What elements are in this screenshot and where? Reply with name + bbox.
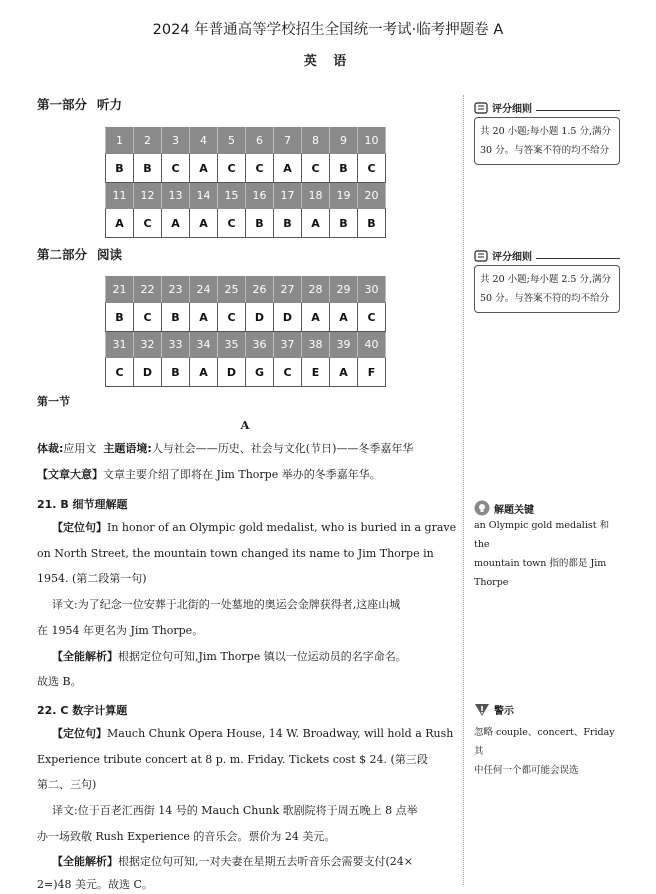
answer-cell: C bbox=[218, 209, 246, 238]
warning-icon bbox=[474, 703, 490, 717]
q22-translation-line: 译文:位于百老汇西街 14 号的 Mauch Chunk 歌剧院将于周五晚上 8 点举 bbox=[52, 804, 418, 817]
q21-heading: 21. B 细节理解题 bbox=[37, 498, 128, 511]
q21-locate-line: 【定位句】In honor of an Olympic gold medalist, who is buried in a grave bbox=[52, 521, 457, 534]
q22-locate-line: Experience tribute concert at 8 p. m. Friday. Tickets cost $ 24. (第三段 bbox=[37, 753, 428, 766]
answer-cell: A bbox=[106, 209, 134, 238]
question-number: 1 bbox=[106, 128, 134, 154]
answer-cell: C bbox=[162, 154, 190, 183]
question-number: 38 bbox=[302, 332, 330, 358]
question-number: 27 bbox=[274, 277, 302, 303]
key-note-box: 解题关键 an Olympic gold medalist 和 the mountain town 指的都是 Jim Thorpe bbox=[474, 500, 620, 592]
question-number: 26 bbox=[246, 277, 274, 303]
answer-cell: C bbox=[218, 303, 246, 332]
question-number: 30 bbox=[358, 277, 386, 303]
answer-row bbox=[106, 154, 386, 183]
part1-answer-table bbox=[105, 127, 386, 238]
answer-cell: B bbox=[106, 154, 134, 183]
scoring-box-part1: 评分细则 共 20 小题;每小题 1.5 分,满分 30 分。与答案不符的均不给分 bbox=[474, 100, 620, 165]
question-number: 20 bbox=[358, 183, 386, 209]
q22-translation-line: 办一场致敬 Rush Experience 的音乐会。票价为 24 美元。 bbox=[37, 830, 336, 843]
answer-cell: C bbox=[246, 154, 274, 183]
answer-row bbox=[106, 358, 386, 387]
answer-cell: B bbox=[330, 209, 358, 238]
question-number: 10 bbox=[358, 128, 386, 154]
answer-cell: A bbox=[190, 154, 218, 183]
answer-row bbox=[106, 209, 386, 238]
answer-cell: C bbox=[302, 154, 330, 183]
question-number: 21 bbox=[106, 277, 134, 303]
subject-title: 英 语 bbox=[303, 54, 353, 69]
answer-cell: B bbox=[358, 209, 386, 238]
question-number: 7 bbox=[274, 128, 302, 154]
answer-row bbox=[106, 303, 386, 332]
answer-cell: C bbox=[358, 303, 386, 332]
question-number: 18 bbox=[302, 183, 330, 209]
part2-heading: 第二部分 阅读 bbox=[37, 247, 123, 262]
answer-cell: B bbox=[162, 358, 190, 387]
question-number: 16 bbox=[246, 183, 274, 209]
q21-locate-line: on North Street, the mountain town changed its name to Jim Thorpe in bbox=[37, 547, 434, 560]
answer-cell: B bbox=[246, 209, 274, 238]
answer-cell: B bbox=[134, 154, 162, 183]
question-number: 25 bbox=[218, 277, 246, 303]
answer-cell: A bbox=[274, 154, 302, 183]
question-number: 9 bbox=[330, 128, 358, 154]
question-number-row bbox=[106, 128, 386, 154]
answer-cell: B bbox=[274, 209, 302, 238]
q22-locate-line: 【定位句】Mauch Chunk Opera House, 14 W. Broadway, will hold a Rush bbox=[52, 727, 454, 740]
answer-cell: C bbox=[218, 154, 246, 183]
q21-translation-line: 在 1954 年更名为 Jim Thorpe。 bbox=[37, 624, 204, 637]
warning-box: 警示 忽略 couple、concert、Friday 其 中任何一个都可能会误选 bbox=[474, 702, 620, 780]
question-number: 37 bbox=[274, 332, 302, 358]
answer-cell: C bbox=[274, 358, 302, 387]
question-number: 22 bbox=[134, 277, 162, 303]
question-number: 4 bbox=[190, 128, 218, 154]
answer-cell: D bbox=[246, 303, 274, 332]
answer-cell: F bbox=[358, 358, 386, 387]
answer-cell: A bbox=[190, 209, 218, 238]
q21-analysis-line: 故选 B。 bbox=[37, 675, 82, 688]
question-number: 34 bbox=[190, 332, 218, 358]
passage-letter: A bbox=[240, 418, 250, 432]
q22-locate-line: 第二、三句) bbox=[37, 778, 97, 791]
question-number: 15 bbox=[218, 183, 246, 209]
question-number: 23 bbox=[162, 277, 190, 303]
question-number: 32 bbox=[134, 332, 162, 358]
question-number: 11 bbox=[106, 183, 134, 209]
question-number-row bbox=[106, 183, 386, 209]
answer-cell: A bbox=[190, 358, 218, 387]
column-divider bbox=[463, 95, 464, 885]
question-number: 14 bbox=[190, 183, 218, 209]
question-number: 17 bbox=[274, 183, 302, 209]
question-number: 33 bbox=[162, 332, 190, 358]
answer-cell: C bbox=[134, 209, 162, 238]
q21-translation-line: 译文:为了纪念一位安葬于北街的一处墓地的奥运会金牌获得者,这座山城 bbox=[52, 598, 401, 611]
answer-cell: D bbox=[218, 358, 246, 387]
q21-analysis-line: 【全能解析】根据定位句可知,Jim Thorpe 镇以一位运动员的名字命名。 bbox=[52, 650, 407, 663]
q21-locate-line: 1954. (第二段第一句) bbox=[37, 572, 147, 585]
scoring-box-part2: 评分细则 共 20 小题;每小题 2.5 分,满分 50 分。与答案不符的均不给分 bbox=[474, 248, 620, 313]
answer-cell: A bbox=[302, 303, 330, 332]
lightbulb-icon bbox=[474, 500, 490, 516]
question-number: 12 bbox=[134, 183, 162, 209]
question-number: 39 bbox=[330, 332, 358, 358]
part1-heading: 第一部分 听力 bbox=[37, 97, 123, 112]
answer-cell: A bbox=[190, 303, 218, 332]
answer-cell: B bbox=[106, 303, 134, 332]
question-number: 8 bbox=[302, 128, 330, 154]
question-number: 2 bbox=[134, 128, 162, 154]
question-number: 13 bbox=[162, 183, 190, 209]
question-number: 29 bbox=[330, 277, 358, 303]
answer-cell: E bbox=[302, 358, 330, 387]
answer-cell: A bbox=[330, 303, 358, 332]
answer-cell: B bbox=[330, 154, 358, 183]
part2-answer-table bbox=[105, 276, 386, 387]
answer-cell: C bbox=[358, 154, 386, 183]
answer-cell: A bbox=[330, 358, 358, 387]
q22-analysis-line: 【全能解析】根据定位句可知,一对夫妻在星期五去听音乐会需要支付(24× bbox=[52, 855, 414, 868]
question-number: 36 bbox=[246, 332, 274, 358]
question-number: 35 bbox=[218, 332, 246, 358]
question-number: 6 bbox=[246, 128, 274, 154]
question-number: 5 bbox=[218, 128, 246, 154]
question-number-row bbox=[106, 277, 386, 303]
answer-cell: A bbox=[302, 209, 330, 238]
q22-analysis-line: 2=)48 美元。故选 C。 bbox=[37, 878, 153, 891]
section-label: 第一节 bbox=[37, 395, 70, 408]
question-number: 24 bbox=[190, 277, 218, 303]
genre-line: 体裁:应用文 主题语境:人与社会——历史、社会与文化(节日)——冬季嘉年华 bbox=[37, 442, 414, 455]
question-number: 40 bbox=[358, 332, 386, 358]
answer-cell: G bbox=[246, 358, 274, 387]
question-number-row bbox=[106, 332, 386, 358]
answer-cell: C bbox=[106, 358, 134, 387]
pen-icon bbox=[474, 250, 488, 262]
answer-cell: C bbox=[134, 303, 162, 332]
answer-cell: B bbox=[162, 303, 190, 332]
question-number: 31 bbox=[106, 332, 134, 358]
pen-icon bbox=[474, 102, 488, 114]
summary-line: 【文章大意】文章主要介绍了即将在 Jim Thorpe 举办的冬季嘉年华。 bbox=[37, 468, 381, 481]
question-number: 28 bbox=[302, 277, 330, 303]
question-number: 3 bbox=[162, 128, 190, 154]
question-number: 19 bbox=[330, 183, 358, 209]
answer-cell: D bbox=[134, 358, 162, 387]
page-title: 2024 年普通高等学校招生全国统一考试·临考押题卷 A bbox=[152, 22, 504, 38]
q22-heading: 22. C 数字计算题 bbox=[37, 704, 128, 717]
answer-cell: A bbox=[162, 209, 190, 238]
answer-cell: D bbox=[274, 303, 302, 332]
